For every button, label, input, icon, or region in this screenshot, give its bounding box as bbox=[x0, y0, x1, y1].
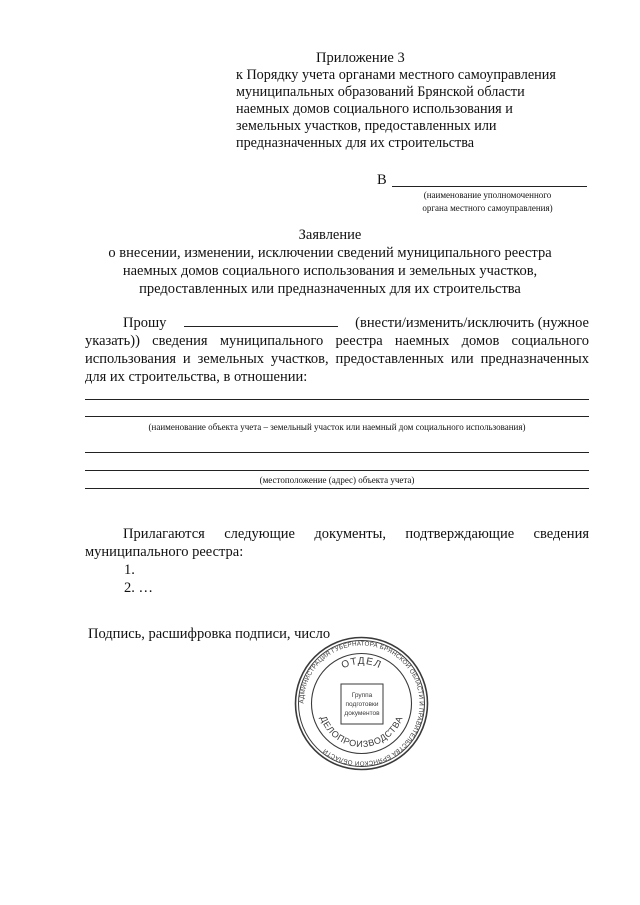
appendix-line: наемных домов социального использования и bbox=[236, 101, 513, 117]
document-subtitle-line: предоставленных или предназначенных для их строительства bbox=[139, 281, 521, 297]
attachments-list bbox=[124, 561, 153, 597]
request-word: Прошу bbox=[123, 315, 167, 331]
addressee-blank-line[interactable] bbox=[392, 186, 587, 187]
office-stamp-seal bbox=[294, 636, 429, 771]
attachments-line: муниципального реестра: bbox=[85, 544, 244, 560]
addressee-note bbox=[395, 189, 580, 215]
stamp-inner-bottom: ДЕЛОПРОИЗВОДСТВА bbox=[318, 714, 405, 750]
appendix-line: земельных участков, предоставленных или bbox=[236, 118, 497, 134]
stamp-center-line: документов bbox=[344, 710, 380, 717]
request-options: (внести/изменить/исключить (нужное bbox=[355, 315, 589, 331]
object-blank-line[interactable] bbox=[85, 399, 589, 400]
object-note: (наименование объекта учета – земельный участок или наемный дом социального использования) bbox=[148, 422, 526, 432]
location-blank-line[interactable] bbox=[85, 452, 589, 453]
location-blank-line[interactable] bbox=[85, 488, 589, 489]
list-item[interactable]: 2. … bbox=[124, 580, 153, 596]
stamp-center-line: Группа bbox=[351, 692, 373, 699]
svg-text:ОТДЕЛ bbox=[340, 656, 383, 671]
document-subtitle-line: наемных домов социального использования и земельных участков, bbox=[122, 263, 538, 279]
document-subtitle-line: о внесении, изменении, исключении сведений муниципального реестра bbox=[108, 245, 552, 261]
document-title: Заявление bbox=[298, 227, 362, 243]
appendix-header bbox=[236, 50, 616, 152]
appendix-line: к Порядку учета органами местного самоуправления bbox=[236, 67, 556, 83]
appendix-line: предназначенных для их строительства bbox=[236, 135, 475, 151]
request-action-blank[interactable] bbox=[184, 314, 338, 327]
request-paragraph bbox=[85, 314, 589, 386]
addressee-note-line: (наименование уполномоченного bbox=[423, 190, 552, 200]
stamp-inner-top: ОТДЕЛ bbox=[339, 655, 384, 672]
request-line: указать)) сведения муниципального реестра наемных домов социального bbox=[85, 333, 589, 349]
signature-label: Подпись, расшифровка подписи, число bbox=[88, 626, 331, 642]
location-blank-line[interactable] bbox=[85, 470, 589, 471]
location-note: (местоположение (адрес) объекта учета) bbox=[259, 475, 415, 485]
attachments-paragraph bbox=[85, 525, 589, 561]
appendix-title: Приложение 3 bbox=[316, 50, 405, 66]
request-line: использования и земельных участков, предоставленных или предназначенных bbox=[85, 351, 589, 367]
document-title-block bbox=[80, 226, 580, 298]
object-blank-line[interactable] bbox=[85, 416, 589, 417]
addressee-prefix: В bbox=[377, 172, 387, 188]
attachments-line: Прилагаются следующие документы, подтверждающие сведения bbox=[123, 526, 589, 542]
stamp-ring-text: АДМИНИСТРАЦИЯ ГУБЕРНАТОРА БРЯНСКОЙ ОБЛАСТИ И ПРАВИТЕЛЬСТВА БРЯНСКОЙ ОБЛАСТИ bbox=[298, 640, 425, 767]
appendix-line: муниципальных образований Брянской области bbox=[236, 84, 525, 100]
stamp-center-line: подготовки bbox=[345, 701, 379, 708]
request-line: для их строительства, в отношении: bbox=[85, 369, 308, 385]
addressee-note-line: органа местного самоуправления) bbox=[422, 203, 553, 213]
list-item[interactable]: 1. bbox=[124, 562, 135, 578]
request-first-line bbox=[85, 314, 589, 332]
